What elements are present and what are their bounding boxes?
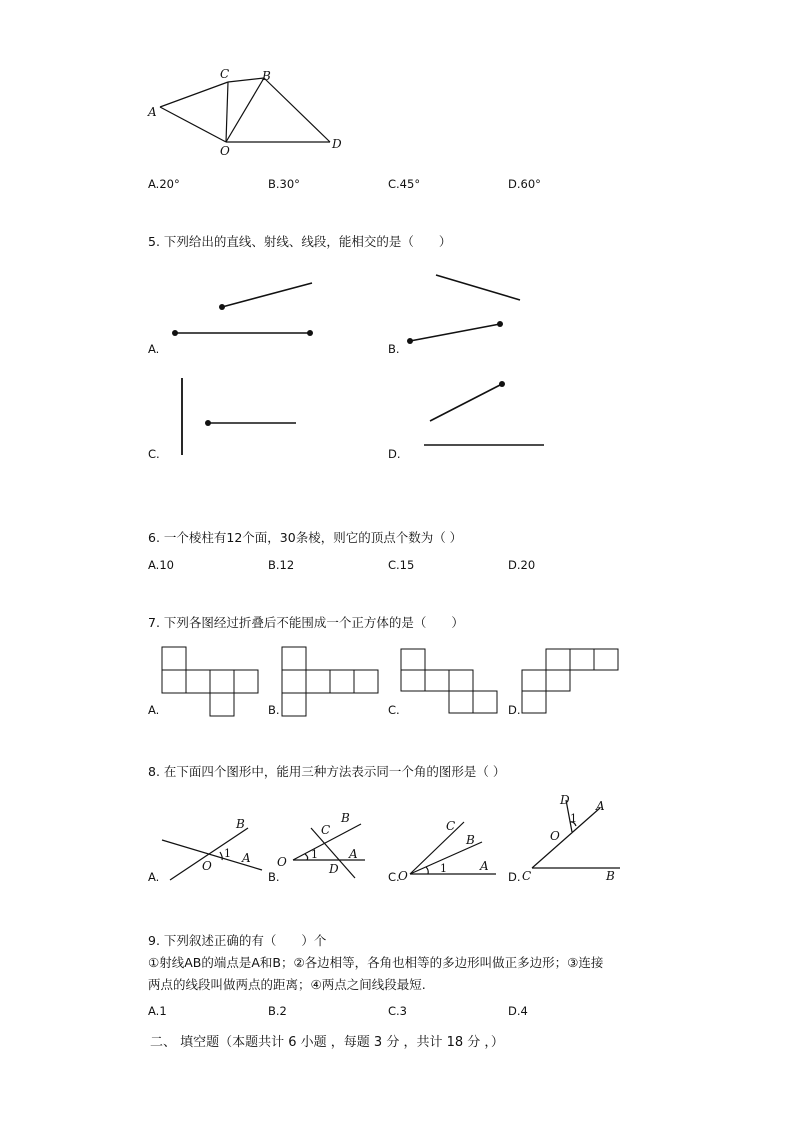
q7-net-d xyxy=(520,647,624,719)
q5-figure-c xyxy=(170,375,310,460)
q8-figure-d xyxy=(518,792,628,884)
figure-label-c-one: 1 xyxy=(440,862,447,875)
figure-label-d-d: D xyxy=(560,793,570,807)
q4-option-c: C.45° xyxy=(388,177,421,191)
q7-net-b xyxy=(280,645,380,717)
section-2-heading: 二、 填空题（本题共计 6 小题 ，每题 3 分 ，共计 18 分 ，） xyxy=(150,1035,504,1050)
figure-label-a-one: 1 xyxy=(224,847,231,860)
q4-option-a: A.20° xyxy=(148,177,180,191)
figure-label-a-b: B xyxy=(236,817,245,831)
q7-net-c xyxy=(399,647,501,719)
q6-option-a: A.10 xyxy=(148,558,174,572)
q7-option-b: B. xyxy=(268,703,280,717)
q7-net-a xyxy=(160,645,260,717)
q8-figure-a xyxy=(160,812,270,887)
figure-label-a-o: O xyxy=(202,859,212,873)
figure-label-a-a: A xyxy=(242,851,251,865)
q5-option-d: D. xyxy=(388,447,401,461)
figure-label-b-b: B xyxy=(341,811,350,825)
q7-option-c: C. xyxy=(388,703,400,717)
q5-figure-d xyxy=(420,375,560,455)
q8-option-b: B. xyxy=(268,870,280,884)
q6-option-d: D.20 xyxy=(508,558,536,572)
q5-stem: 5. 下列给出的直线、射线、线段，能相交的是（ ） xyxy=(148,234,452,249)
q8-option-a: A. xyxy=(148,870,160,884)
q7-option-a: A. xyxy=(148,703,160,717)
q5-figure-b xyxy=(400,270,540,350)
figure-label-d-o: O xyxy=(550,829,560,843)
q4-label-a: A xyxy=(148,105,157,119)
figure-label-c-b: B xyxy=(466,833,475,847)
q4-label-b: B xyxy=(262,69,271,83)
figure-label-d-c: C xyxy=(522,869,532,883)
figure-label-d-one: 1 xyxy=(570,812,577,825)
q5-figure-a xyxy=(160,275,330,355)
q5-option-a: A. xyxy=(148,342,160,356)
q4-label-c: C xyxy=(220,67,230,81)
figure-label-b-d: D xyxy=(329,862,339,876)
q5-option-c: C. xyxy=(148,447,160,461)
figure-label-b-c: C xyxy=(321,823,331,837)
q8-figure-c xyxy=(396,812,501,882)
q9-option-d: D.4 xyxy=(508,1004,528,1018)
q7-option-d: D. xyxy=(508,703,521,717)
q6-option-c: C.15 xyxy=(388,558,415,572)
q9-option-b: B.2 xyxy=(268,1004,287,1018)
q9-statement-line-2: 两点的线段叫做两点的距离；④两点之间线段最短. xyxy=(148,977,426,992)
figure-label-c-o: O xyxy=(398,869,408,883)
q4-option-d: D.60° xyxy=(508,177,541,191)
figure-label-b-a: A xyxy=(349,847,358,861)
q4-label-d: D xyxy=(332,137,342,151)
q7-stem: 7. 下列各图经过折叠后不能围成一个正方体的是（ ） xyxy=(148,615,464,630)
q9-statement-line-1: ①射线AB的端点是A和B；②各边相等，各角也相等的多边形叫做正多边形；③连接 xyxy=(148,955,604,970)
figure-label-c-a: A xyxy=(480,859,489,873)
q9-stem: 9. 下列叙述正确的有（ ）个 xyxy=(148,933,327,948)
figure-label-b-one: 1 xyxy=(311,848,318,861)
figure-label-d-a: A xyxy=(596,799,605,813)
q8-figure-b xyxy=(275,810,375,885)
q9-option-a: A.1 xyxy=(148,1004,167,1018)
q4-figure xyxy=(140,62,360,162)
q8-option-c: C. xyxy=(388,870,400,884)
q9-option-c: C.3 xyxy=(388,1004,408,1018)
q6-stem: 6. 一个棱柱有12个面，30条棱，则它的顶点个数为（ ） xyxy=(148,530,463,545)
figure-label-b-o: O xyxy=(277,855,287,869)
q5-option-b: B. xyxy=(388,342,400,356)
q8-option-d: D. xyxy=(508,870,521,884)
q4-label-o: O xyxy=(220,144,230,158)
q6-option-b: B.12 xyxy=(268,558,295,572)
q8-stem: 8. 在下面四个图形中，能用三种方法表示同一个角的图形是（ ） xyxy=(148,764,506,779)
q4-option-b: B.30° xyxy=(268,177,300,191)
figure-label-c-c: C xyxy=(446,819,456,833)
figure-label-d-b: B xyxy=(606,869,615,883)
